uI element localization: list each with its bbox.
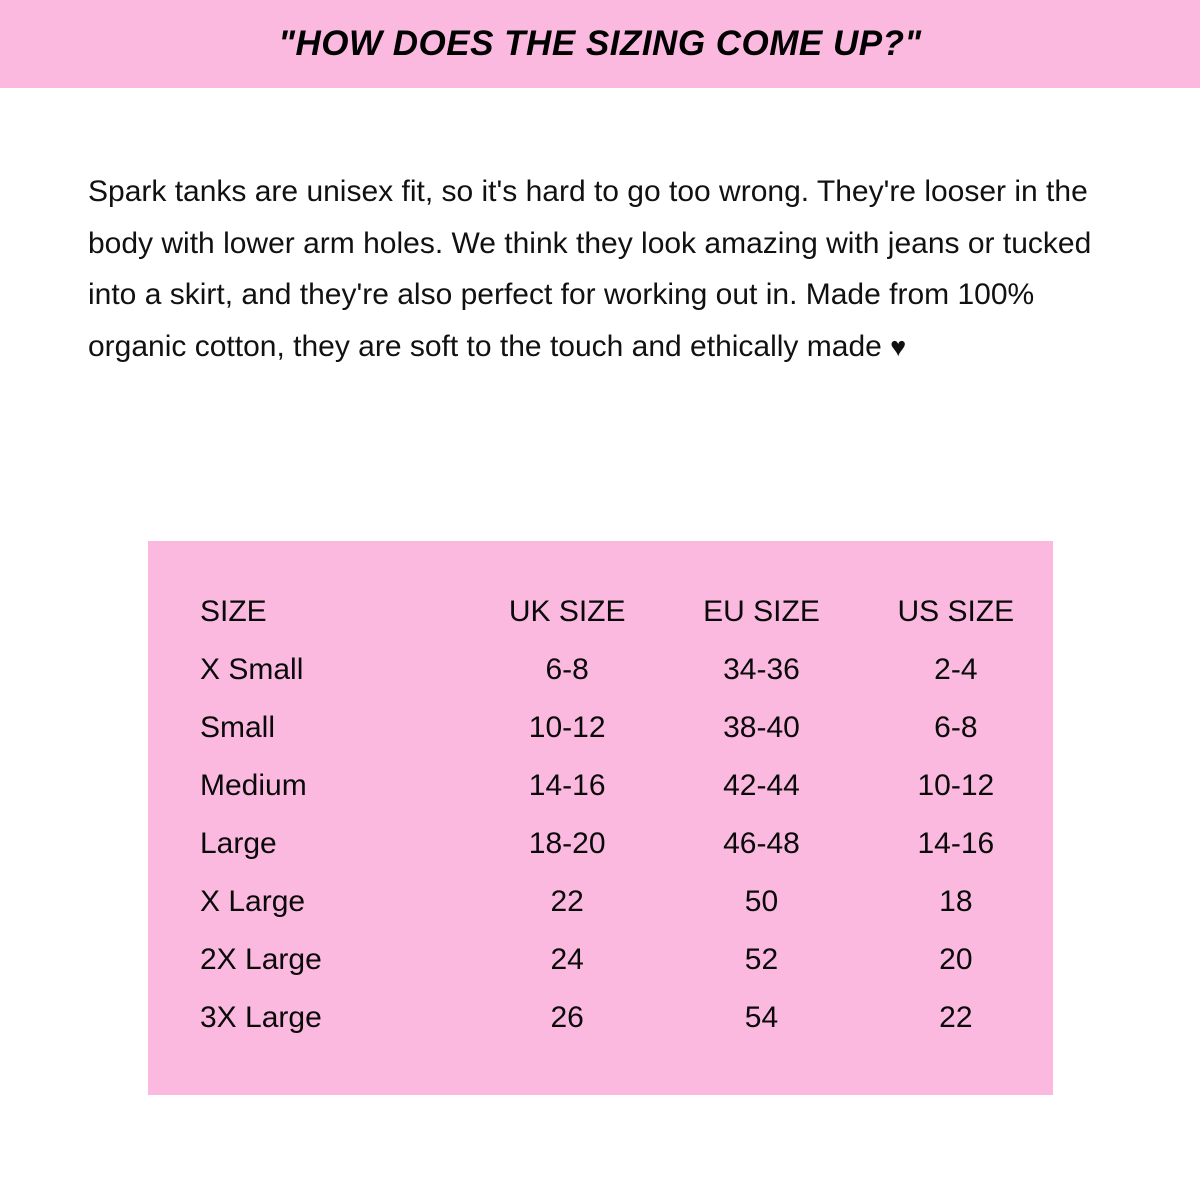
cell-eu: 42-44: [723, 769, 800, 802]
cell-uk: 14-16: [528, 769, 606, 802]
heart-icon: ♥: [890, 331, 907, 362]
cell-eu: 38-40: [723, 711, 800, 744]
column-header-uk-size: UK SIZE: [508, 595, 626, 628]
table-row: [148, 873, 1053, 931]
cell-uk: 18-20: [528, 827, 606, 860]
cell-us: 2-4: [934, 653, 978, 686]
description-text: Spark tanks are unisex fit, so it's hard to go too wrong. They're looser in the body with lower arm holes. We think they look amazing with jeans or tucked into a skirt, and they're also perfect for working out in. Made from 100% organic cotton, they are soft to the touch and ethically made: [88, 175, 1092, 363]
size-chart-header-row: [148, 583, 1053, 641]
cell-uk: 22: [550, 885, 584, 918]
cell-size: X Small: [200, 653, 304, 686]
table-row: [148, 757, 1053, 815]
cell-uk: 6-8: [545, 653, 589, 686]
cell-size: 2X Large: [200, 943, 322, 976]
cell-us: 14-16: [917, 827, 995, 860]
cell-us: 22: [939, 1001, 973, 1034]
size-chart-body: [148, 641, 1053, 1047]
cell-us: 18: [939, 885, 973, 918]
table-row: [148, 699, 1053, 757]
table-row: [148, 931, 1053, 989]
cell-eu: 50: [744, 885, 779, 918]
cell-uk: 26: [550, 1001, 584, 1034]
cell-eu: 54: [744, 1001, 779, 1034]
page-title: "HOW DOES THE SIZING COME UP?": [278, 24, 922, 63]
cell-eu: 52: [744, 943, 779, 976]
cell-eu: 46-48: [723, 827, 800, 860]
cell-us: 20: [939, 943, 973, 976]
column-header-size: SIZE: [200, 595, 267, 628]
cell-uk: 24: [550, 943, 584, 976]
description-paragraph: [88, 166, 1112, 372]
table-row: [148, 989, 1053, 1047]
cell-size: Small: [200, 711, 276, 744]
cell-uk: 10-12: [528, 711, 606, 744]
cell-eu: 34-36: [723, 653, 800, 686]
cell-size: Large: [200, 827, 277, 860]
size-chart-panel: [148, 541, 1053, 1095]
table-row: [148, 815, 1053, 873]
column-header-us-size: US SIZE: [897, 595, 1015, 628]
cell-size: 3X Large: [200, 1001, 322, 1034]
cell-size: Medium: [200, 769, 307, 802]
cell-size: X Large: [200, 885, 306, 918]
cell-us: 10-12: [917, 769, 995, 802]
size-chart-table: [148, 583, 1053, 1047]
table-header-row: [148, 583, 1053, 641]
header-banner: [0, 0, 1200, 88]
table-row: [148, 641, 1053, 699]
cell-us: 6-8: [934, 711, 978, 744]
column-header-eu-size: EU SIZE: [703, 595, 820, 628]
